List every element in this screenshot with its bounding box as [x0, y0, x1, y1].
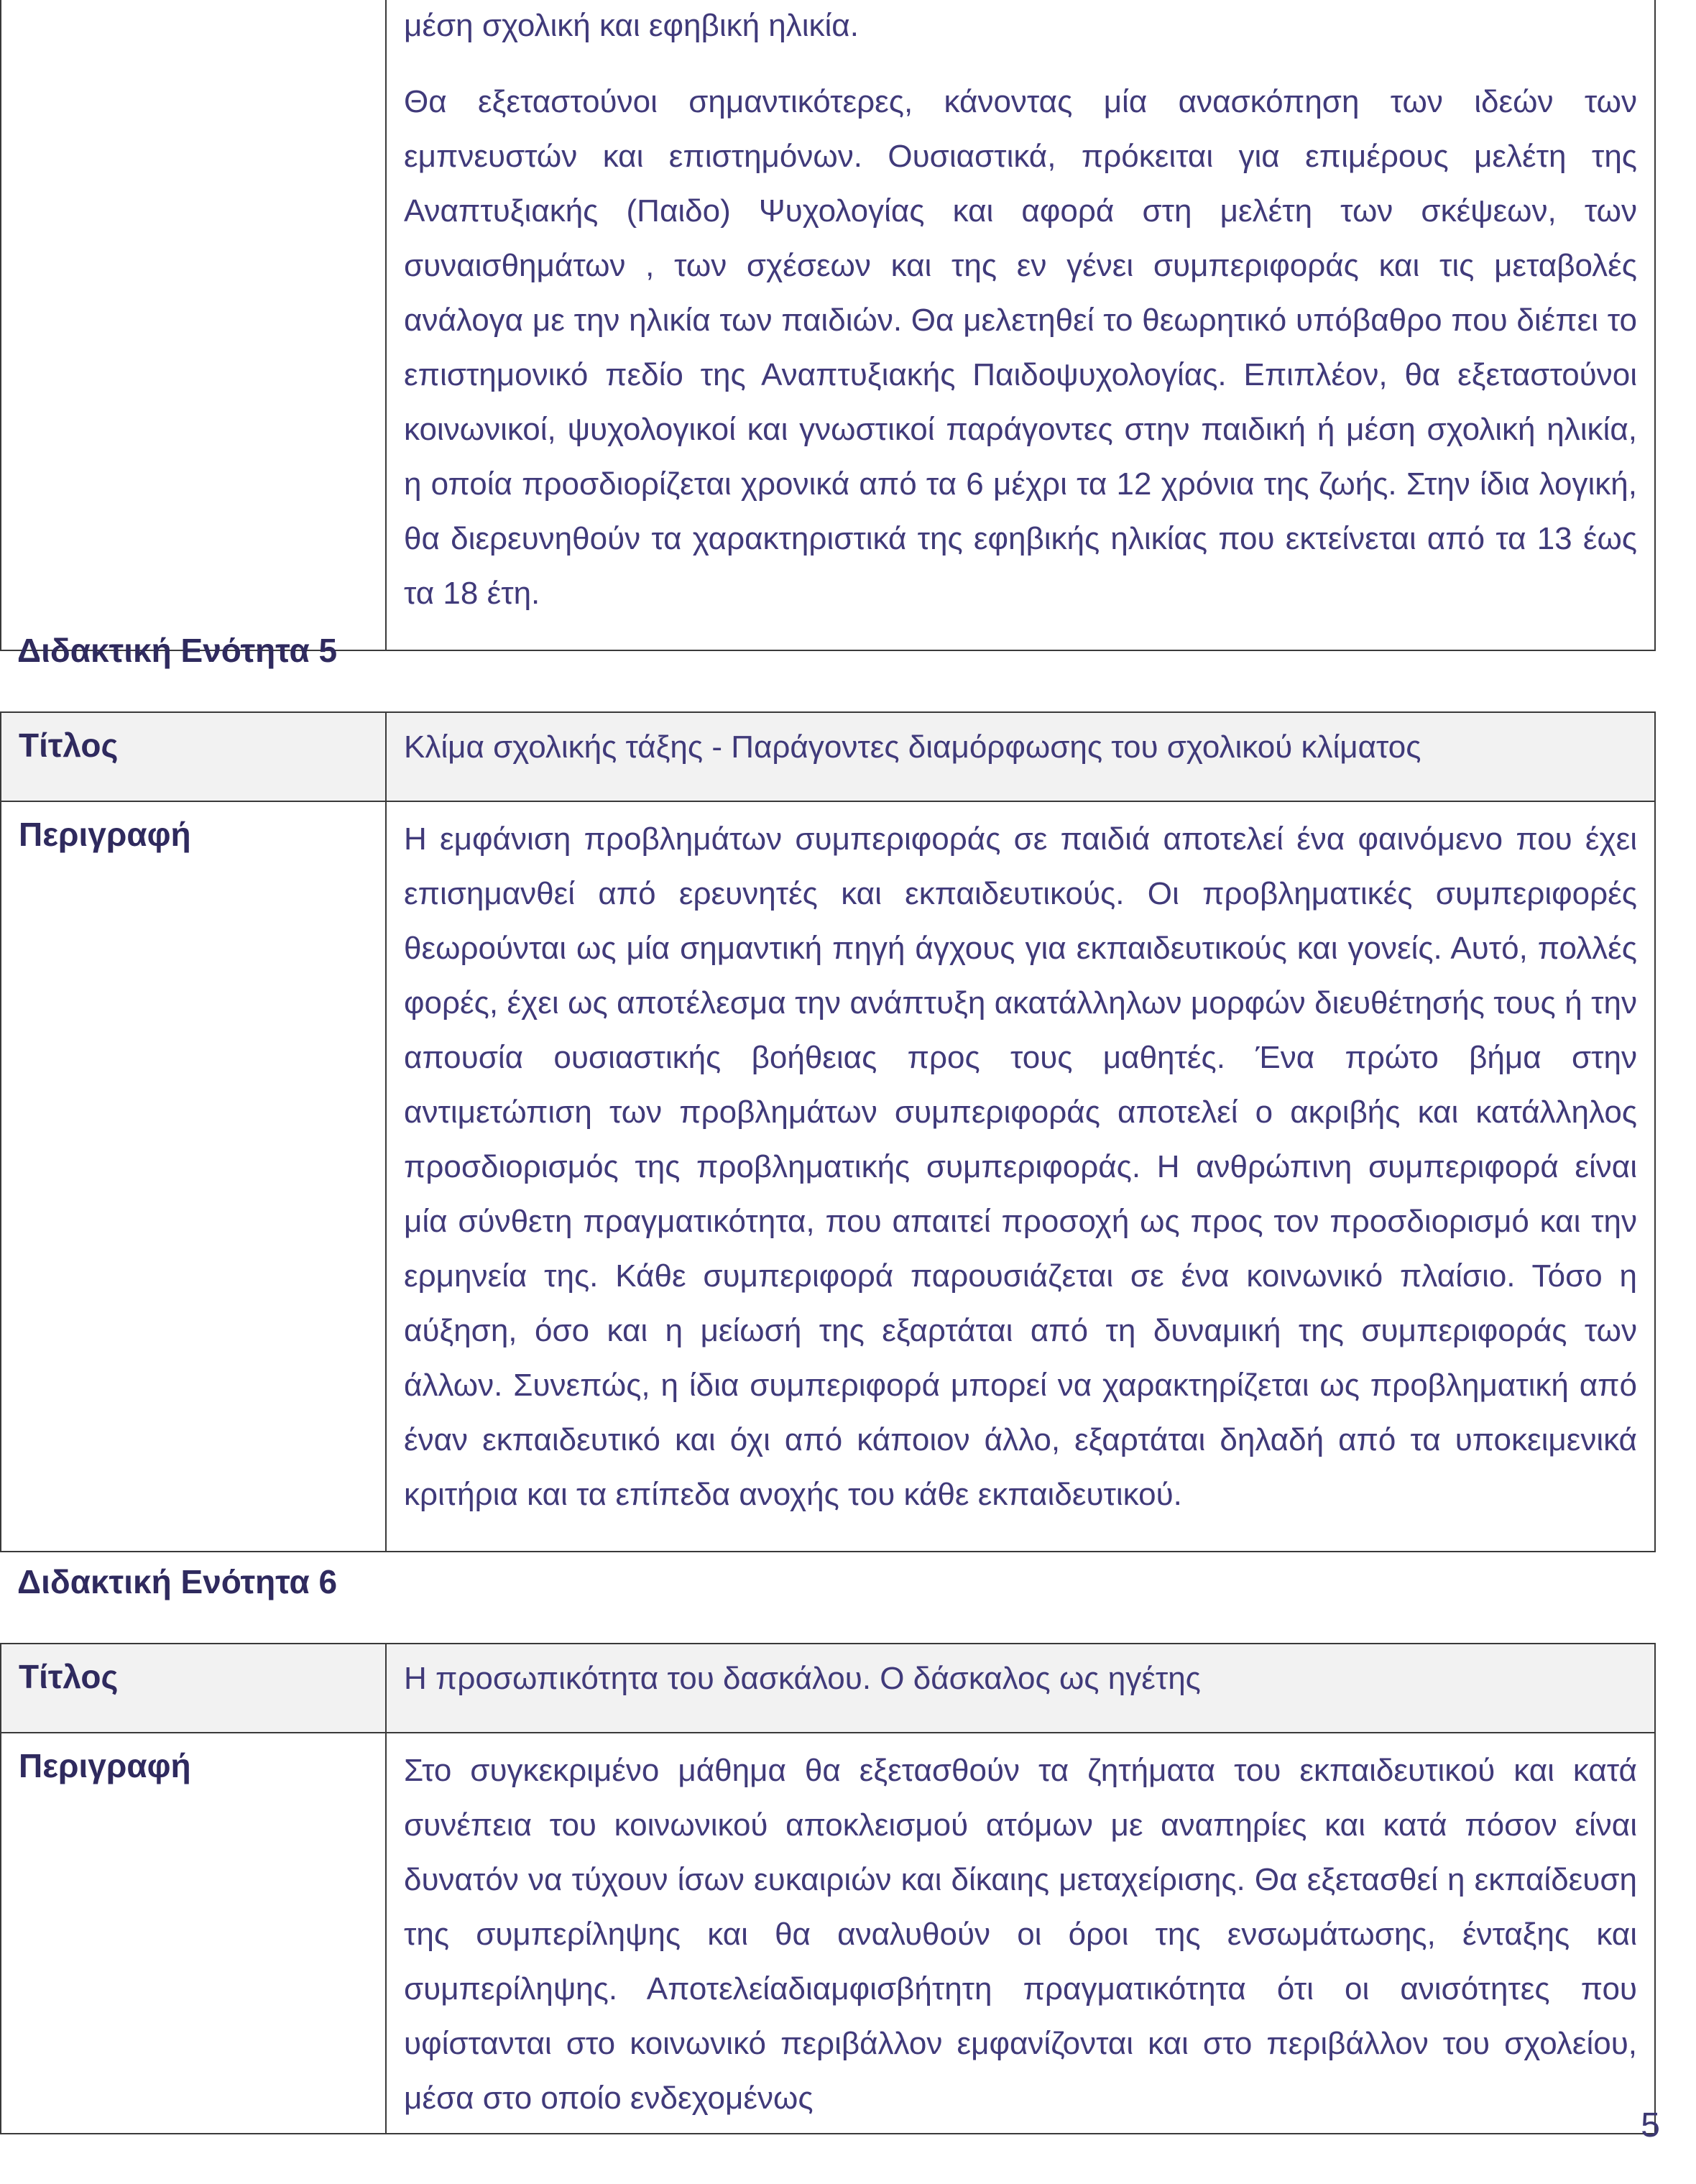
continuation-row	[1, 0, 1655, 650]
unit-5-description: Η εμφάνιση προβλημάτων συμπεριφοράς σε παιδιά αποτελεί ένα φαινόμενο που έχει επισημανθεί από ερευνητές και εκπαιδευτικούς. Οι προβληματικές συμπεριφορές θεωρούνται ως μία σημαντική πηγή άγχους για εκπαιδευτικούς και γονείς. Αυτό, πολλές φορές, έχει ως αποτέλεσμα την ανάπτυξη ακατάλληλων μορφών διευθέτησής τους ή την απουσία ουσιαστικής βοήθειας προς τους μαθητές. Ένα πρώτο βήμα στην αντιμετώπιση των προβλημάτων συμπεριφοράς αποτελεί ο ακριβής και κατάλληλος προσδιορισμός της προβληματικής συμπεριφοράς. Η ανθρώπινη συμπεριφορά είναι μία σύνθετη πραγματικότητα, που απαιτεί προσοχή ως προς τον προσδιορισμό και την ερμηνεία της. Κάθε συμπεριφορά παρουσιάζεται σε ένα κοινωνικό πλαίσιο. Τόσο η αύξηση, όσο και η μείωσή της εξαρτάται από τη δυναμική της συμπεριφοράς των άλλων. Συνεπώς, η ίδια συμπεριφορά μπορεί να χαρακτηρίζεται ως προβληματική από έναν εκπαιδευτικό και όχι από κάποιον άλλο, εξαρτάται δηλαδή από τα υποκειμενικά κριτήρια και τα επίπεδα ανοχής του κάθε εκπαιδευτικού.	[386, 801, 1655, 1552]
unit-5-title-row	[1, 712, 1655, 801]
unit-6-description: Στο συγκεκριμένο μάθημα θα εξετασθούν τα ζητήματα του εκπαιδευτικού και κατά συνέπεια του κοινωνικού αποκλεισμού ατόμων με αναπηρίες και κατά πόσον είναι δυνατόν να τύχουν ίσων ευκαιριών και δίκαιης μεταχείρισης. Θα εξετασθεί η εκπαίδευση της συμπερίληψης και θα αναλυθούν οι όροι της ενσωμάτωσης, ένταξης και συμπερίληψης. Αποτελείαδιαμφισβήτητη πραγματικότητα ότι οι ανισότητες που υφίστανται στο κοινωνικό περιβάλλον εμφανίζονται και στο περιβάλλον του σχολείου, μέσα στο οποίο ενδεχομένως	[386, 1733, 1655, 2134]
unit-6-title-label: Τίτλος	[1, 1644, 386, 1733]
unit-5-description-row	[1, 801, 1655, 1552]
unit-6-table	[0, 1643, 1656, 2134]
empty-label-cell	[1, 0, 386, 650]
continuation-description-cell	[386, 0, 1655, 650]
unit-5-title: Κλίμα σχολικής τάξης - Παράγοντες διαμόρφωσης του σχολικού κλίματος	[386, 712, 1655, 801]
continuation-paragraph-1: μέση σχολική και εφηβική ηλικία.	[404, 8, 859, 43]
continuation-paragraph-2: Θα εξεταστούνοι σημαντικότερες, κάνοντας μία ανασκόπηση των ιδεών των εμπνευστών και επιστημόνων. Ουσιαστικά, πρόκειται για επιμέρους μελέτη της Αναπτυξιακής (Παιδο) Ψυχολογίας και αφορά στη μελέτη των σκέψεων, των συναισθημάτων , των σχέσεων και της εν γένει συμπεριφοράς και τις μεταβολές ανάλογα με την ηλικία των παιδιών. Θα μελετηθεί το θεωρητικό υπόβαθρο που διέπει το επιστημονικό πεδίο της Αναπτυξιακής Παιδοψυχολογίας. Επιπλέον, θα εξεταστούνοι κοινωνικοί, ψυχολογικοί και γνωστικοί παράγοντες στην παιδική ή μέση σχολική ηλικία, η οποία προσδιορίζεται χρονικά από τα 6 μέχρι τα 12 χρόνια της ζωής. Στην ίδια λογική, θα διερευνηθούν τα χαρακτηριστικά της εφηβικής ηλικίας που εκτείνεται από τα 13 έως τα 18 έτη.	[404, 84, 1637, 611]
unit-5-description-label: Περιγραφή	[1, 801, 386, 1552]
unit-5-heading: Διδακτική Ενότητα 5	[17, 632, 338, 669]
page-number: 5	[1641, 2106, 1660, 2144]
unit-6-description-row	[1, 1733, 1655, 2134]
unit-6-title: Η προσωπικότητα του δασκάλου. Ο δάσκαλος ως ηγέτης	[386, 1644, 1655, 1733]
unit-5-table	[0, 711, 1656, 1552]
continuation-table	[0, 0, 1656, 651]
unit-6-title-row	[1, 1644, 1655, 1733]
unit-6-description-label: Περιγραφή	[1, 1733, 386, 2134]
unit-5-title-label: Τίτλος	[1, 712, 386, 801]
unit-6-heading: Διδακτική Ενότητα 6	[17, 1563, 338, 1600]
